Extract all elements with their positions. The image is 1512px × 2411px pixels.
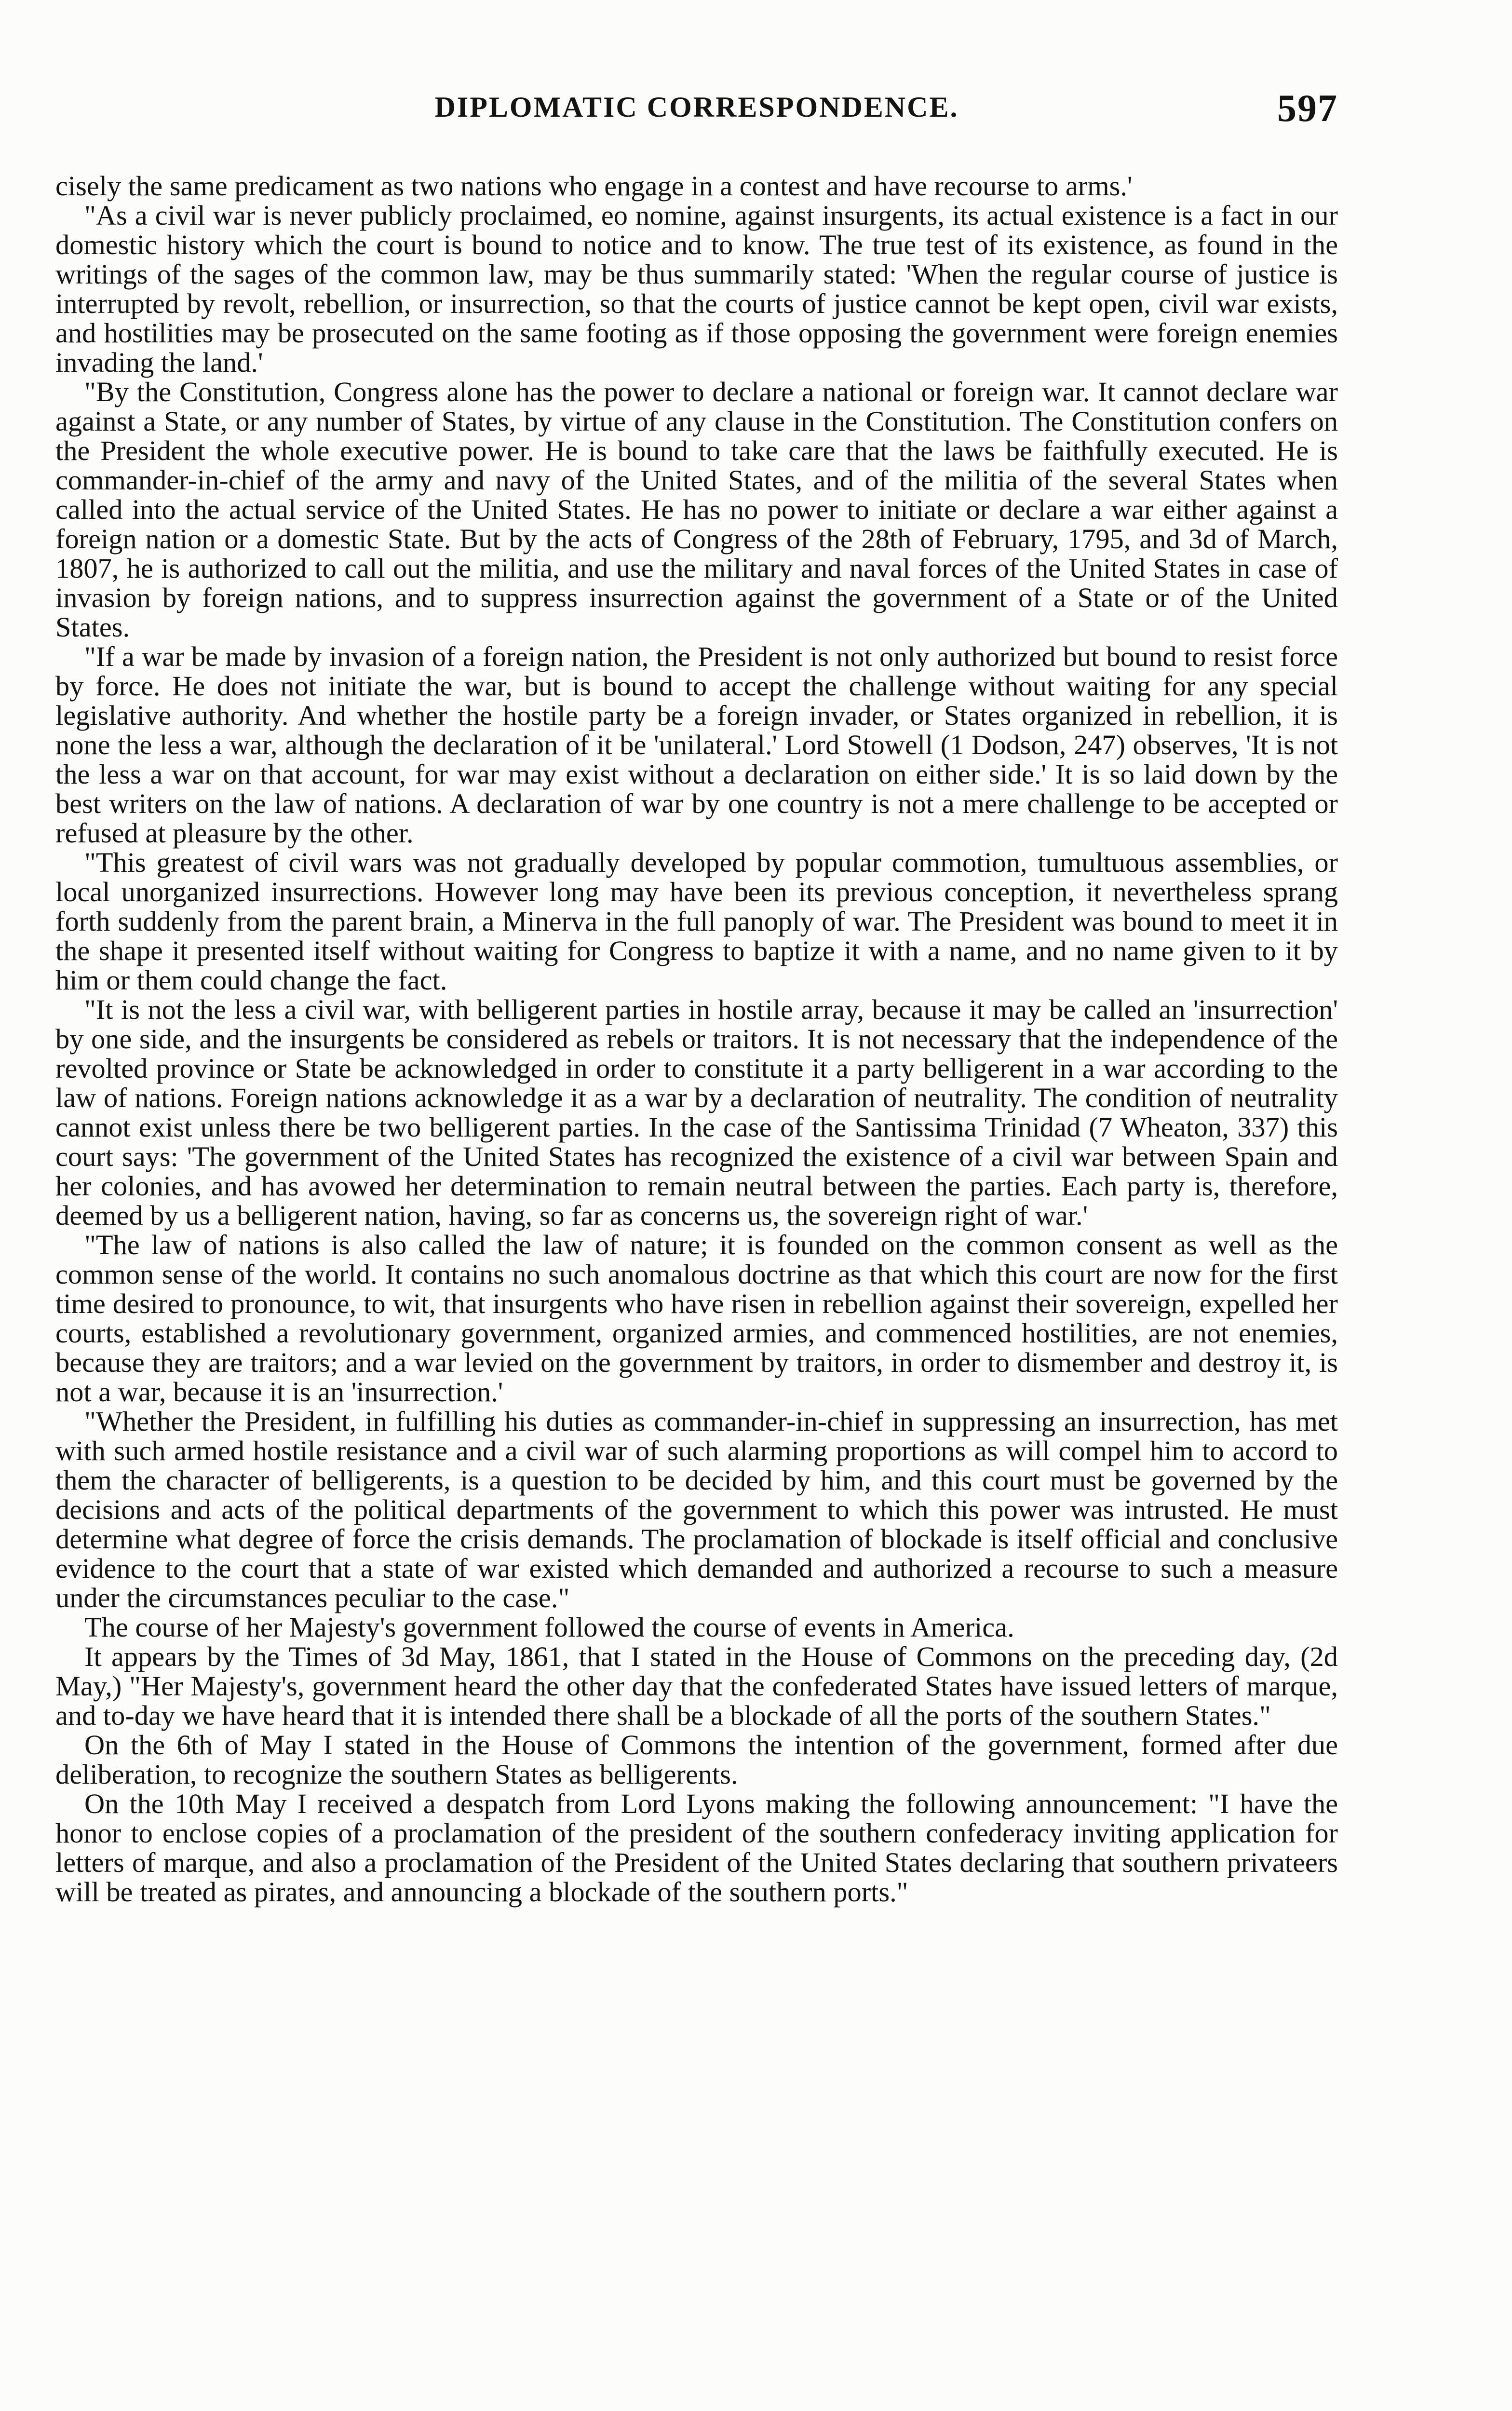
paragraph: "The law of nations is also called the law of nature; it is founded on the common consent as well as the common sense of the world. It contains no such anomalous doctrine as that which this court are now for the first time desired to pronounce, to wit, that insurgents who have risen in rebellion against their sovereign, expelled her courts, established a revolutionary government, organized armies, and commenced hostilities, are not enemies, because they are traitors; and a war levied on the government by traitors, in order to dismember and destroy it, is not a war, because it is an 'insurrection.': [55, 1229, 1338, 1408]
paragraph: The course of her Majesty's government followed the course of events in America.: [84, 1612, 1014, 1643]
paragraph: It appears by the Times of 3d May, 1861, that I stated in the House of Commons on the preceding day, (2d May,) "Her Majesty's, government heard the other day that the confederated States have issued letters of marque, and to-day we have heard that it is intended there shall be a blockade of all the ports of the southern States.": [55, 1641, 1338, 1731]
paragraph: "As a civil war is never publicly proclaimed, eo nomine, against insurgents, its actual existence is a fact in our domestic history which the court is bound to notice and to know. The true test of its existence, as found in the writings of the sages of the common law, may be thus summarily stated: 'When the regular course of justice is interrupted by revolt, rebellion, or insurrection, so that the courts of justice cannot be kept open, civil war exists, and hostilities may be prosecuted on the same footing as if those opposing the government were foreign enemies invading the land.': [55, 200, 1338, 378]
page-header: [55, 87, 1338, 145]
page-number: 597: [1277, 87, 1338, 130]
paragraph: "If a war be made by invasion of a foreign nation, the President is not only authorized but bound to resist force by force. He does not initiate the war, but is bound to accept the challenge without waiting for any special legislative authority. And whether the hostile party be a foreign invader, or States organized in rebellion, it is none the less a war, although the declaration of it be 'unilateral.' Lord Stowell (1 Dodson, 247) observes, 'It is not the less a war on that account, for war may exist without a declaration on either side.' It is so laid down by the best writers on the law of nations. A declaration of war by one country is not a mere challenge to be accepted or refused at pleasure by the other.: [55, 641, 1338, 849]
paragraph: On the 10th May I received a despatch from Lord Lyons making the following announcement: "I have the honor to enclose copies of a proclamation of the president of the southern confederacy inviting application for letters of marque, and also a proclamation of the President of the United States declaring that southern privateers will be treated as pirates, and announcing a blockade of the southern ports.": [55, 1788, 1338, 1908]
paragraph: "It is not the less a civil war, with belligerent parties in hostile array, because it may be called an 'insurrection' by one side, and the insurgents be considered as rebels or traitors. It is not necessary that the independence of the revolted province or State be acknowledged in order to constitute it a party belligerent in a war according to the law of nations. Foreign nations acknowledge it as a war by a declaration of neutrality. The condition of neutrality cannot exist unless there be two belligerent parties. In the case of the Santissima Trinidad (7 Wheaton, 337) this court says: 'The government of the United States has recognized the existence of a civil war between Spain and her colonies, and has avowed her determination to remain neutral between the parties. Each party is, therefore, deemed by us a belligerent nation, having, so far as concerns us, the sovereign right of war.': [55, 994, 1338, 1231]
body-text: [55, 171, 1338, 1907]
paragraph: "This greatest of civil wars was not gradually developed by popular commotion, tumultuous assemblies, or local unorganized insurrections. However long may have been its previous conception, it nevertheless sprang forth suddenly from the parent brain, a Minerva in the full panoply of war. The President was bound to meet it in the shape it presented itself without waiting for Congress to baptize it with a name, and no name given to it by him or them could change the fact.: [55, 847, 1338, 996]
running-head: DIPLOMATIC CORRESPONDENCE.: [434, 91, 959, 123]
paragraph: cisely the same predicament as two nations who engage in a contest and have recourse to arms.': [55, 170, 1133, 202]
paragraph: "By the Constitution, Congress alone has the power to declare a national or foreign war. It cannot declare war against a State, or any number of States, by virtue of any clause in the Constitution. The Constitution confers on the President the whole executive power. He is bound to take care that the laws be faithfully executed. He is commander-in-chief of the army and navy of the United States, and of the militia of the several States when called into the actual service of the United States. He has no power to initiate or declare a war either against a foreign nation or a domestic State. But by the acts of Congress of the 28th of February, 1795, and 3d of March, 1807, he is authorized to call out the militia, and use the military and naval forces of the United States in case of invasion by foreign nations, and to suppress insurrection against the government of a State or of the United States.: [55, 376, 1338, 643]
paragraph: "Whether the President, in fulfilling his duties as commander-in-chief in suppressing an insurrection, has met with such armed hostile resistance and a civil war of such alarming proportions as will compel him to accord to them the character of belligerents, is a question to be decided by him, and this court must be governed by the decisions and acts of the political departments of the government to which this power was intrusted. He must determine what degree of force the crisis demands. The proclamation of blockade is itself official and conclusive evidence to the court that a state of war existed which demanded and authorized a recourse to such a measure under the circumstances peculiar to the case.": [55, 1406, 1338, 1613]
paragraph: On the 6th of May I stated in the House of Commons the intention of the government, formed after due deliberation, to recognize the southern States as belligerents.: [55, 1729, 1338, 1790]
